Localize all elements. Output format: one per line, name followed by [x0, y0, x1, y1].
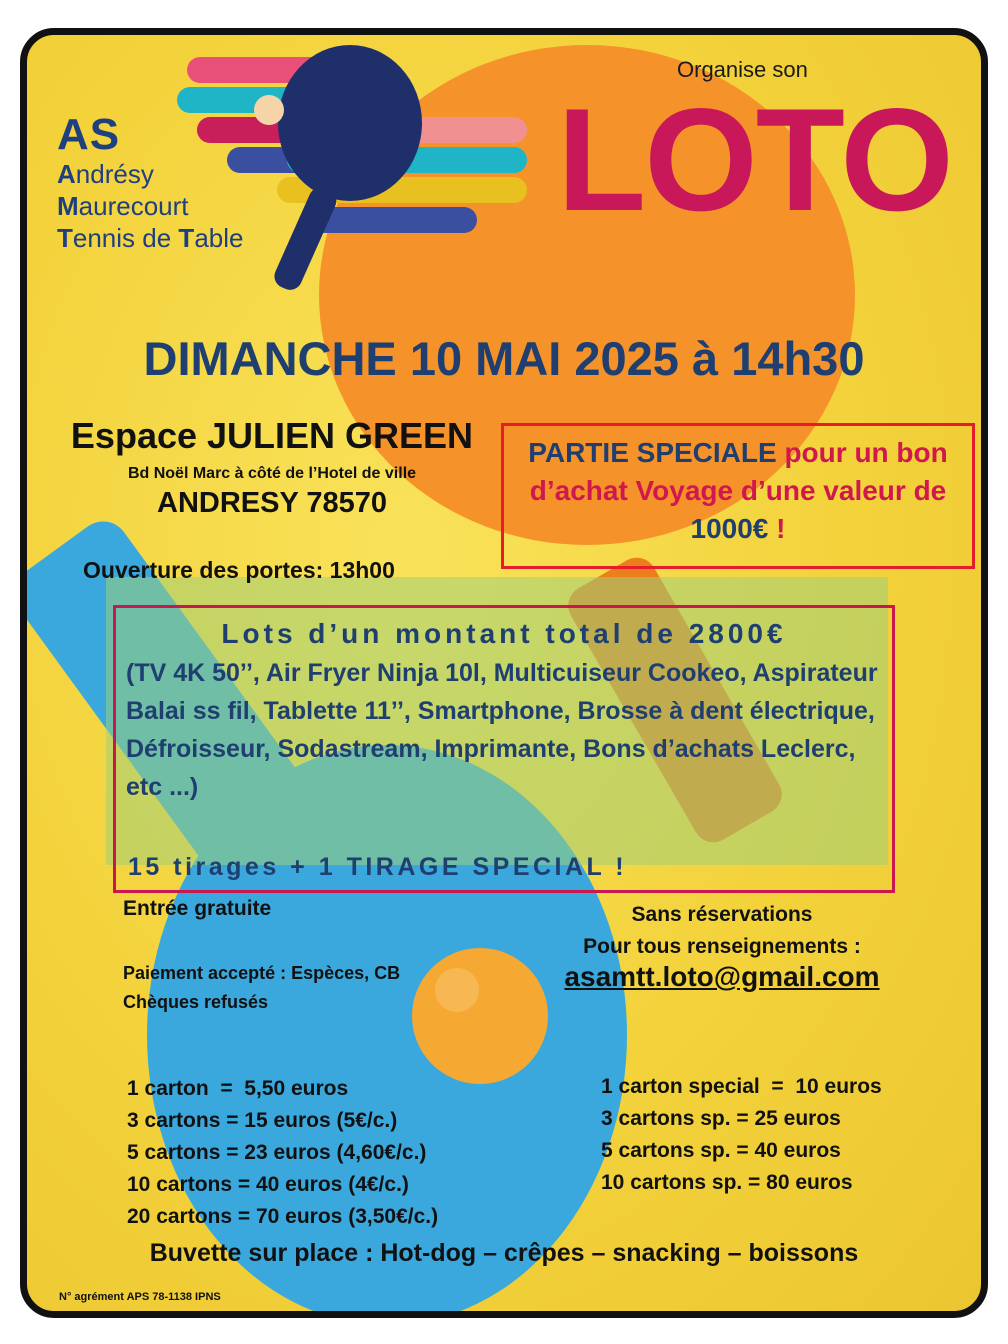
price-line: 1 carton special = 10 euros: [601, 1075, 882, 1098]
club-logo-as: AS: [57, 110, 121, 159]
loto-title: LOTO: [557, 78, 952, 241]
price-line: 10 cartons = 40 euros (4€/c.): [127, 1173, 409, 1196]
contact-email-link[interactable]: asamtt.loto@gmail.com: [564, 961, 880, 992]
standard-prices: [127, 1073, 438, 1233]
price-line: 3 cartons sp. = 25 euros: [601, 1107, 841, 1130]
venue-address: Bd Noël Marc à côté de l’Hotel de ville: [127, 465, 417, 482]
venue-city: ANDRESY 78570: [157, 487, 387, 519]
contact-info: Sans réservations Pour tous renseignements :: [583, 903, 861, 958]
draws-count: 15 tirages + 1 TIRAGE SPECIAL !: [128, 853, 628, 881]
refreshments-info: Buvette sur place : Hot-dog – crêpes – snacking – boissons: [149, 1239, 859, 1267]
organise-text: Organise son: [677, 57, 808, 82]
ping-pong-ball-illustration: [412, 948, 548, 1084]
special-game-box: PARTIE SPECIALE pour un bon d’achat Voyage d’une valeur de 1000€ !: [501, 423, 975, 569]
price-line: 10 cartons sp. = 80 euros: [601, 1171, 853, 1194]
special-amount: 1000€: [690, 513, 769, 544]
event-date: DIMANCHE 10 MAI 2025 à 14h30: [143, 332, 865, 385]
special-prices: [601, 1071, 882, 1199]
payment-info: Paiement accepté : Espèces, CB Chèques refusés: [123, 963, 401, 1012]
prizes-title: Lots d’un montant total de 2800€: [221, 618, 787, 649]
venue-name: Espace JULIEN GREEN: [70, 415, 474, 456]
free-entry: Entrée gratuite: [123, 897, 272, 920]
approval-number: N° agrément APS 78-1138 IPNS: [59, 1291, 221, 1303]
prizes-box: [113, 605, 895, 893]
price-line: 20 cartons = 70 euros (3,50€/c.): [127, 1205, 439, 1228]
poster: [20, 28, 988, 1318]
doors-opening: Ouverture des portes: 13h00: [83, 557, 395, 583]
price-line: 5 cartons sp. = 40 euros: [601, 1139, 841, 1162]
prizes-list: (TV 4K 50’’, Air Fryer Ninja 10l, Multicuiseur Cookeo, Aspirateur Balai ss fil, Tablette 11’’, Smartphone, Brosse à dent électrique, Défroisseur, Sodastream, Imprimante, Bons d’achats Leclerc, etc ...): [126, 659, 878, 801]
price-line: 1 carton = 5,50 euros: [127, 1077, 349, 1100]
club-name-line2: Maurecourt: [57, 191, 189, 221]
price-line: 5 cartons = 23 euros (4,60€/c.): [127, 1141, 427, 1164]
special-label: PARTIE SPECIALE: [528, 437, 777, 468]
club-name-line1: Andrésy: [57, 159, 154, 189]
special-description: pour un bon d’achat Voyage d’une valeur de: [529, 437, 948, 506]
price-line: 3 cartons = 15 euros (5€/c.): [127, 1109, 398, 1132]
club-name-line3: Tennis de Table: [57, 223, 244, 253]
